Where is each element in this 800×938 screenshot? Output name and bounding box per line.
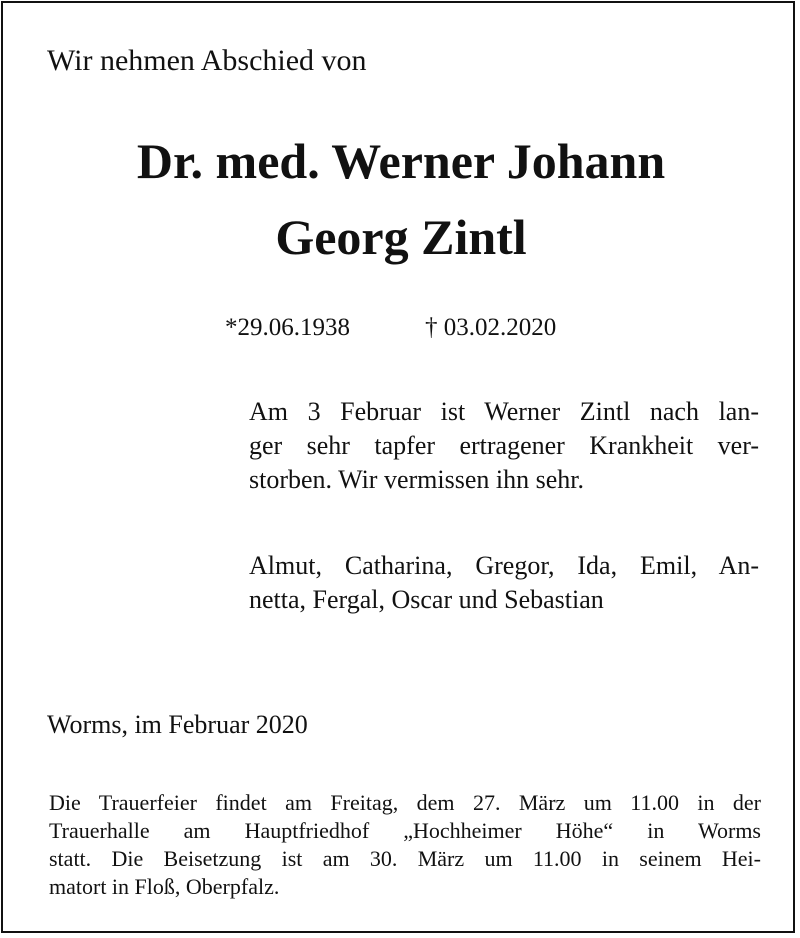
family-names-line: netta, Fergal, Oscar und Sebastian (249, 585, 604, 614)
intro-text: Wir nehmen Abschied von (47, 44, 367, 77)
death-date: † 03.02.2020 (425, 314, 557, 341)
message-line: Am 3 Februar ist Werner Zintl nach lan- (249, 397, 759, 426)
place-date: Worms, im Februar 2020 (47, 710, 308, 739)
service-info-block (49, 789, 761, 901)
birth-date: *29.06.1938 (225, 314, 350, 341)
family-names-block (249, 549, 759, 617)
family-names-line: Almut, Catharina, Gregor, Ida, Emil, An- (249, 551, 759, 580)
deceased-name-line-1: Dr. med. Werner Johann (136, 133, 666, 189)
service-info-line: Trauerhalle am Hauptfriedhof „Hochheimer Höhe“ in Worms (49, 818, 761, 843)
notice-frame (1, 1, 795, 933)
deceased-name-line-2: Georg Zintl (275, 209, 527, 265)
service-info-line: Die Trauerfeier findet am Freitag, dem 27. März um 11.00 in der (49, 790, 761, 815)
message-line: ger sehr tapfer ertragener Krankheit ver- (249, 431, 759, 460)
service-info-line: statt. Die Beisetzung ist am 30. März um 11.00 in seinem Hei- (49, 846, 761, 871)
message-block (249, 395, 759, 497)
message-line: storben. Wir vermissen ihn sehr. (249, 465, 584, 494)
service-info-line: matort in Floß, Oberpfalz. (49, 874, 280, 899)
